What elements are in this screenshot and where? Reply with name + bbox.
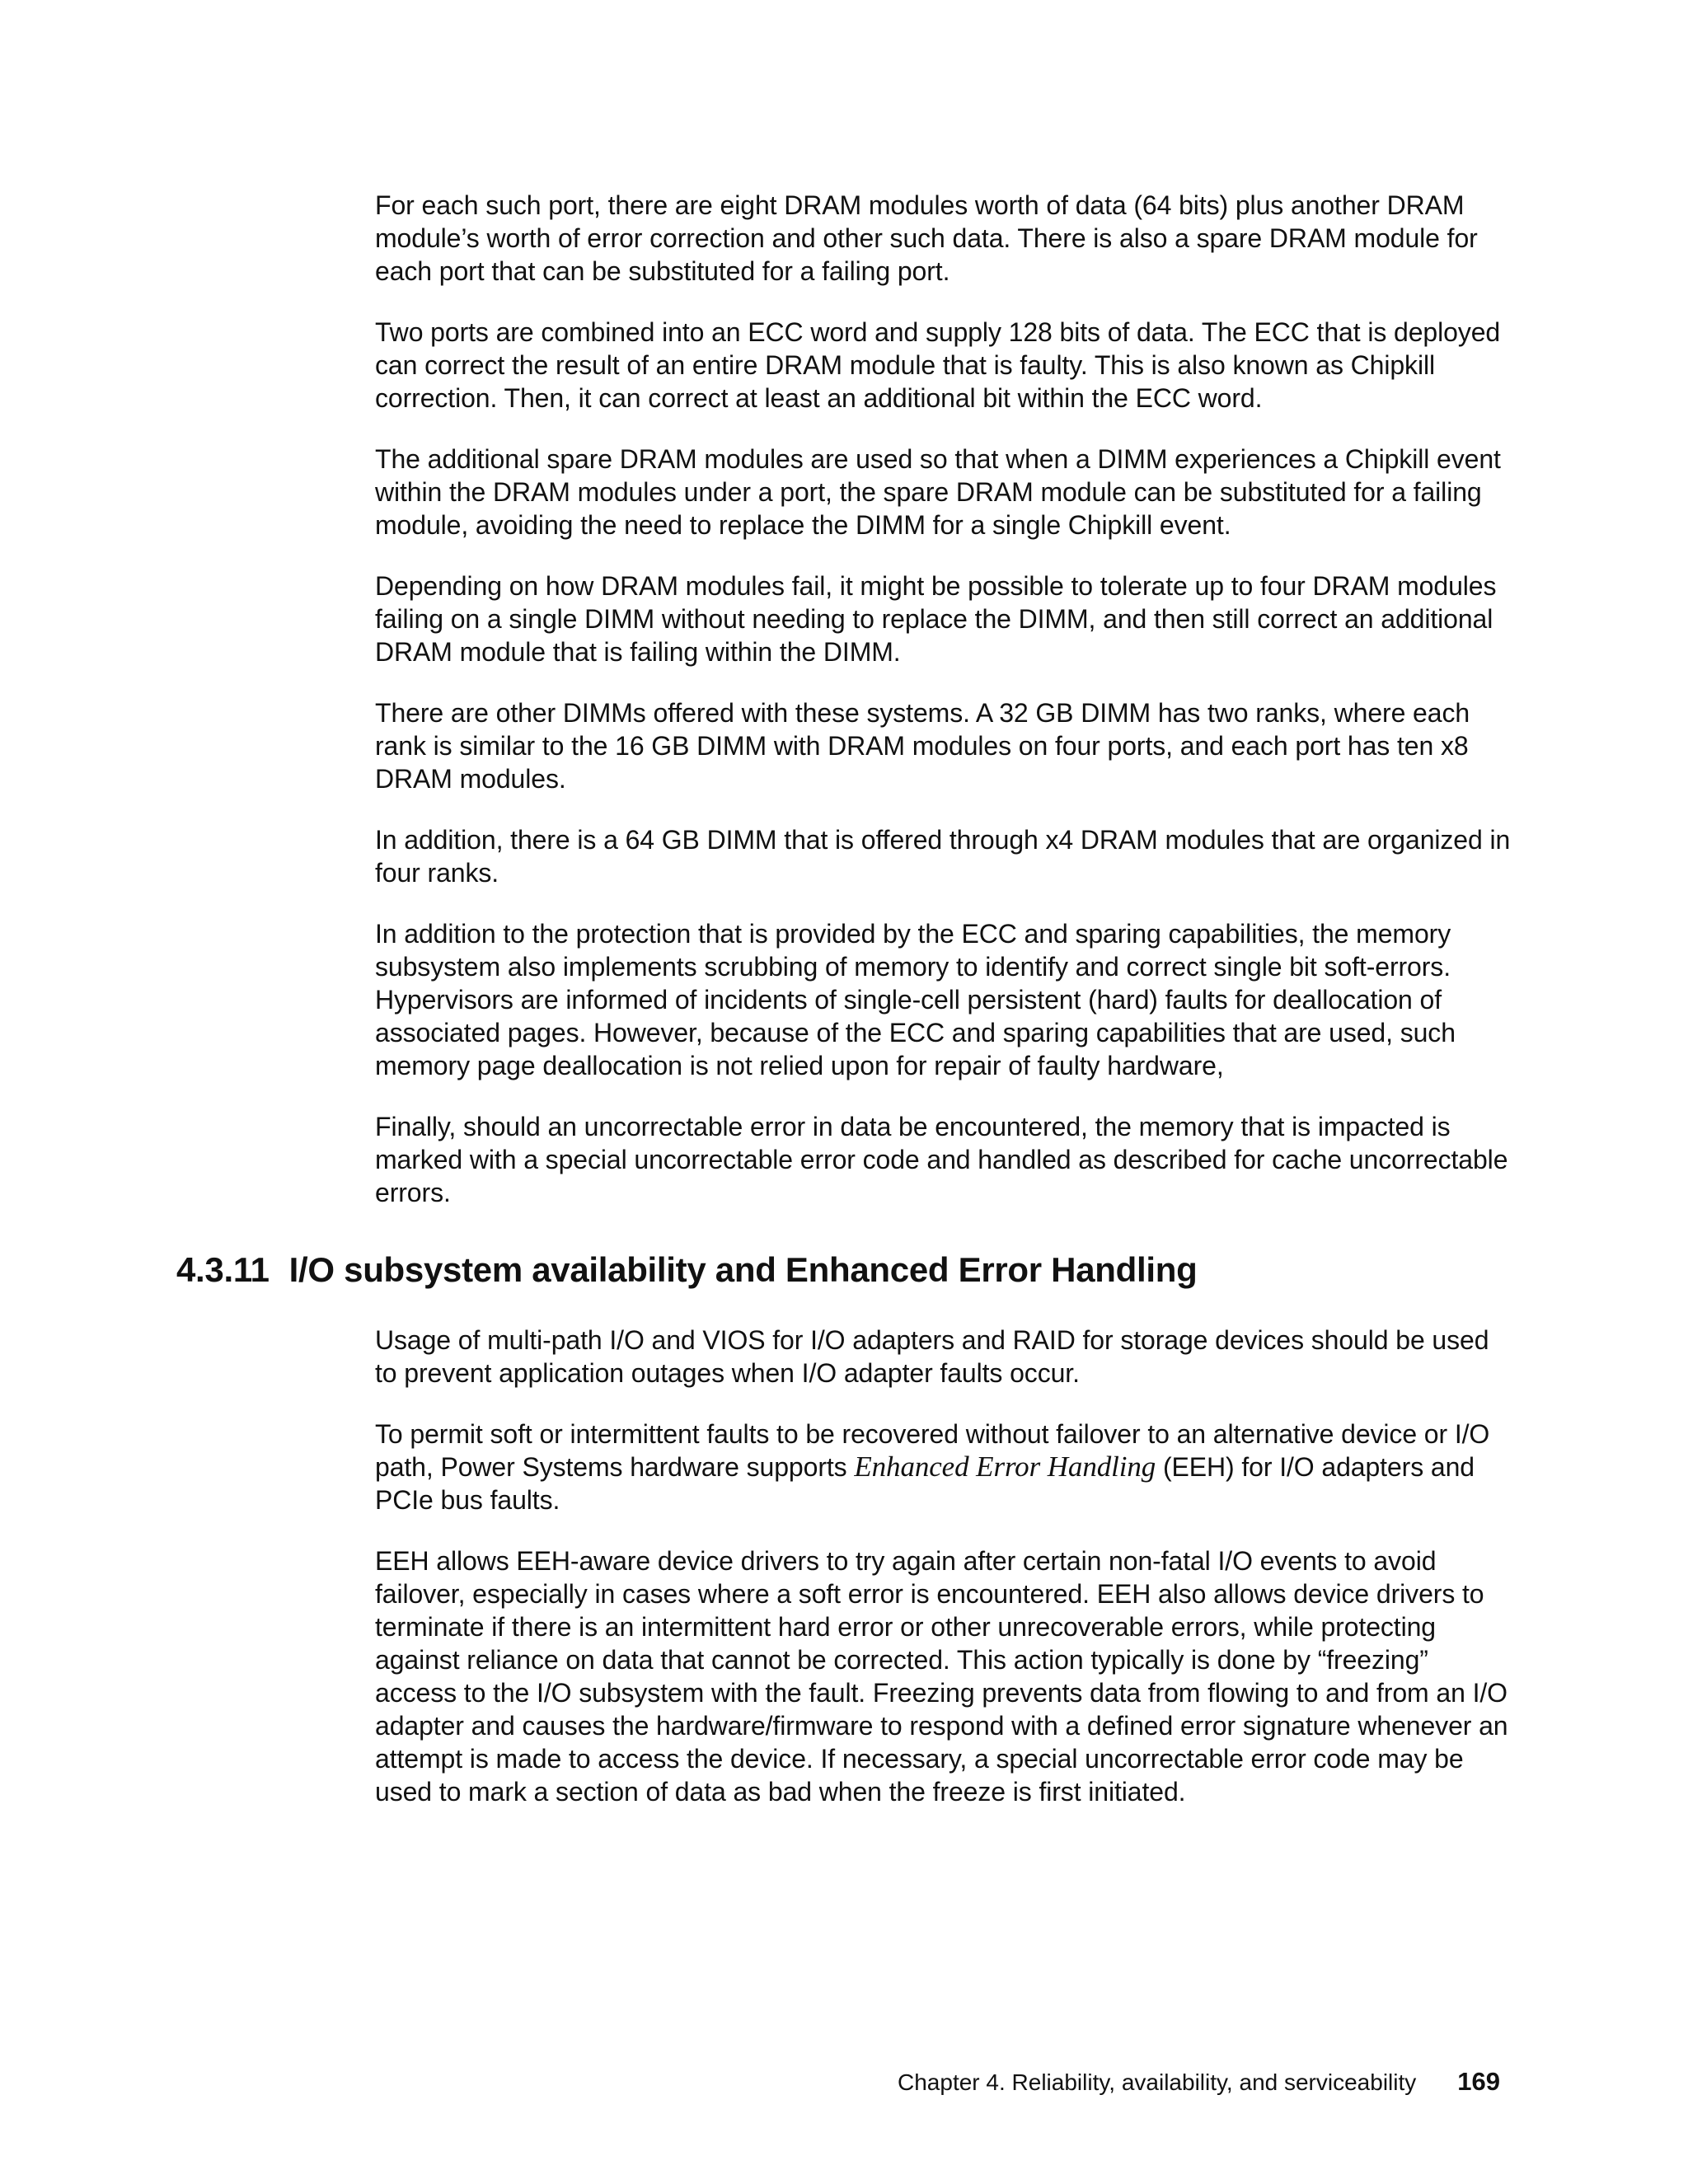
paragraph: Usage of multi-path I/O and VIOS for I/O adapters and RAID for storage devices should be used to prevent application outages when I/O adapter faults occur. <box>375 1325 1489 1388</box>
paragraph: The additional spare DRAM modules are used so that when a DIMM experiences a Chipkill event within the DRAM modules under a port, the spare DRAM module can be substituted for a failing module, avoiding the need to replace the DIMM for a single Chipkill event. <box>375 444 1501 540</box>
memory-ecc-body <box>375 189 1512 1237</box>
paragraph-text: To permit soft or intermittent faults to be recovered without failover to an alternative device or I/O path, Power Systems hardware supports <box>375 1419 1490 1482</box>
page-number: 169 <box>1457 2067 1500 2096</box>
paragraph <box>375 1418 1512 1516</box>
page-footer <box>898 2067 1500 2097</box>
section-heading <box>176 1249 1197 1291</box>
section-title: I/O subsystem availability and Enhanced Error Handling <box>288 1250 1198 1289</box>
io-subsystem-body <box>375 1324 1512 1836</box>
paragraph: There are other DIMMs offered with these systems. A 32 GB DIMM has two ranks, where each rank is similar to the 16 GB DIMM with DRAM modules on four ports, and each port has ten x8 DRAM modules. <box>375 698 1470 794</box>
paragraph-text: (EEH) for I/O adapters and PCIe bus faults. <box>375 1452 1475 1515</box>
paragraph: EEH allows EEH-aware device drivers to try again after certain non-fatal I/O events to avoid failover, especially in cases where a soft error is encountered. EEH also allows device drivers to terminate if there is an intermittent hard error or other unrecoverable errors, while protecting against reliance on data that cannot be corrected. This action typically is done by “freezing” access to the I/O subsystem with the fault. Freezing prevents data from flowing to and from an I/O adapter and causes the hardware/firmware to respond with a defined error signature whenever an attempt is made to access the device. If necessary, a special uncorrectable error code may be used to mark a section of data as bad when the freeze is first initiated. <box>375 1546 1508 1807</box>
paragraph: Two ports are combined into an ECC word and supply 128 bits of data. The ECC that is deployed can correct the result of an entire DRAM module that is faulty. This is also known as Chipkill correction. Then, it can correct at least an additional bit within the ECC word. <box>375 317 1501 413</box>
paragraph: For each such port, there are eight DRAM modules worth of data (64 bits) plus another DRAM module’s worth of error correction and other such data. There is also a spare DRAM module for each port that can be substituted for a failing port. <box>375 190 1478 286</box>
paragraph: In addition to the protection that is provided by the ECC and sparing capabilities, the memory subsystem also implements scrubbing of memory to identify and correct single bit soft-errors. Hypervisors are informed of incidents of single-cell persistent (hard) faults for deallocation of associated pages. However, because of the ECC and sparing capabilities that are used, such memory page deallocation is not relied upon for repair of faulty hardware, <box>375 919 1456 1080</box>
section-number: 4.3.11 <box>176 1250 270 1289</box>
paragraph: In addition, there is a 64 GB DIMM that is offered through x4 DRAM modules that are organized in four ranks. <box>375 825 1511 888</box>
paragraph: Depending on how DRAM modules fail, it might be possible to tolerate up to four DRAM modules failing on a single DIMM without needing to replace the DIMM, and then still correct an additional DRAM module that is failing within the DIMM. <box>375 571 1497 667</box>
emphasized-term: Enhanced Error Handling <box>854 1451 1156 1483</box>
paragraph: Finally, should an uncorrectable error in data be encountered, the memory that is impacted is marked with a special uncorrectable error code and handled as described for cache uncorrectable errors. <box>375 1112 1508 1207</box>
footer-chapter-title: Chapter 4. Reliability, availability, and serviceability <box>898 2069 1417 2095</box>
